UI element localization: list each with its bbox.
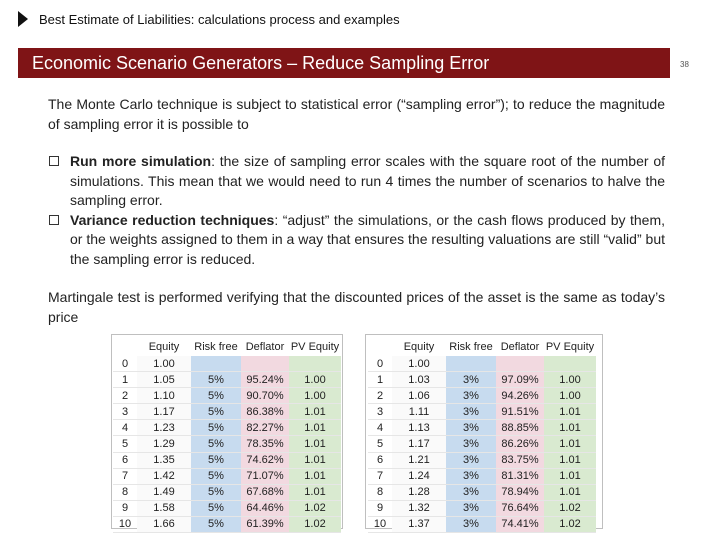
table-cell: 74.62%: [241, 452, 289, 468]
table-cell: 91.51%: [496, 404, 544, 420]
table-row: [368, 516, 596, 532]
table-cell: 1.01: [544, 452, 596, 468]
column-header: Equity: [403, 341, 435, 353]
table-cell: 88.85%: [496, 420, 544, 436]
table-cell: 5%: [191, 468, 241, 484]
checkbox-bullet-icon: [49, 156, 59, 166]
table-cell: 81.31%: [496, 468, 544, 484]
table-row: [113, 388, 341, 404]
table-row: [368, 420, 596, 436]
table-cell: 5%: [191, 404, 241, 420]
table-cell: [289, 356, 341, 372]
table-cell: 1.01: [289, 420, 341, 436]
table-cell: 3%: [446, 500, 496, 516]
bullet-item-more-simulation: [48, 152, 665, 211]
table-cell: 71.07%: [241, 468, 289, 484]
table-row: [113, 420, 341, 436]
table-cell: 1.10: [137, 388, 191, 404]
table-cell: 1.01: [289, 436, 341, 452]
table-cell: [496, 356, 544, 372]
table-cell: 1.17: [392, 436, 446, 452]
table-cell: 1.21: [392, 452, 446, 468]
table-cell: 1.29: [137, 436, 191, 452]
slide-title: Economic Scenario Generators – Reduce Sampling Error: [32, 53, 490, 73]
table-cell: 1.02: [289, 500, 341, 516]
table-cell: 1.02: [544, 516, 596, 532]
year-cell: 10: [368, 516, 392, 532]
scenario-table-3pct: [368, 338, 596, 533]
column-header: [113, 338, 137, 356]
section-title: Best Estimate of Liabilities: calculations process and examples: [39, 12, 400, 27]
table-cell: 1.11: [392, 404, 446, 420]
year-cell: 7: [113, 468, 137, 484]
year-cell: 8: [113, 484, 137, 500]
table-cell: 1.02: [544, 500, 596, 516]
table-cell: 5%: [191, 516, 241, 532]
table-cell: 1.42: [137, 468, 191, 484]
table-row: [368, 388, 596, 404]
table-cell: 1.02: [289, 516, 341, 532]
table-cell: 1.03: [392, 372, 446, 388]
table-header-row: [368, 338, 596, 356]
bullet-term: Run more simulation: [70, 153, 212, 169]
table-row: [368, 452, 596, 468]
table-row: [368, 356, 596, 372]
table-cell: 1.35: [137, 452, 191, 468]
title-banner: [18, 48, 670, 78]
checkbox-bullet-icon: [49, 215, 59, 225]
bullet-text: : the size of sampling error scales with the square root of the number of simulations. This mean that we would need to run 4 times the number of scenarios to halve the sampling error.: [70, 153, 666, 208]
table-cell: 1.37: [392, 516, 446, 532]
table-cell: 1.13: [392, 420, 446, 436]
table-cell: 1.24: [392, 468, 446, 484]
column-header: Risk free: [449, 341, 493, 353]
header-arrow-icon: [18, 11, 28, 27]
table-cell: 78.94%: [496, 484, 544, 500]
intro-paragraph: The Monte Carlo technique is subject to statistical error (“sampling error”); to reduce the magnitude of sampling error it is possible to: [48, 96, 665, 132]
table-cell: 3%: [446, 404, 496, 420]
scenario-table-5pct: [113, 338, 341, 533]
year-cell: 4: [113, 420, 137, 436]
table-row: [113, 452, 341, 468]
table-cell: 5%: [191, 436, 241, 452]
year-cell: 2: [113, 388, 137, 404]
table-cell: 5%: [191, 420, 241, 436]
year-cell: 5: [368, 436, 392, 452]
column-header: PV Equity: [290, 341, 340, 353]
table-cell: 97.09%: [496, 372, 544, 388]
year-cell: 6: [368, 452, 392, 468]
page-number: 38: [680, 60, 689, 69]
table-cell: 78.35%: [241, 436, 289, 452]
table-row: [368, 404, 596, 420]
table-cell: 1.01: [544, 420, 596, 436]
table-cell: 1.00: [137, 356, 191, 372]
table-cell: 3%: [446, 484, 496, 500]
table-cell: [446, 356, 496, 372]
table-cell: [191, 356, 241, 372]
table-cell: 86.26%: [496, 436, 544, 452]
martingale-paragraph: Martingale test is performed verifying that the discounted prices of the asset is the same as today’s price: [48, 289, 665, 325]
column-header: Deflator: [500, 341, 540, 353]
year-cell: 8: [368, 484, 392, 500]
year-cell: 7: [368, 468, 392, 484]
year-cell: 0: [113, 356, 137, 372]
table-cell: 1.01: [544, 436, 596, 452]
table-cell: 3%: [446, 516, 496, 532]
year-cell: 3: [368, 404, 392, 420]
table-cell: 3%: [446, 468, 496, 484]
table-cell: 74.41%: [496, 516, 544, 532]
table-cell: 3%: [446, 388, 496, 404]
bullet-text: : “adjust” the simulations, or the cash flows produced by them, or the weights assigned to them in a way that ensures the resulting valuations are still “valid” but the sampling error is reduced.: [70, 211, 666, 267]
table-cell: 94.26%: [496, 388, 544, 404]
year-cell: 6: [113, 452, 137, 468]
table-row: [368, 372, 596, 388]
bullet-term: Variance reduction techniques: [70, 211, 275, 228]
year-cell: 1: [113, 372, 137, 388]
table-cell: 1.17: [137, 404, 191, 420]
table-header-row: [113, 338, 341, 356]
column-header: Deflator: [245, 341, 285, 353]
table-cell: 1.01: [544, 468, 596, 484]
table-cell: 1.49: [137, 484, 191, 500]
table-cell: 1.32: [392, 500, 446, 516]
year-cell: 9: [113, 500, 137, 516]
table-cell: 1.01: [289, 468, 341, 484]
year-cell: 3: [113, 404, 137, 420]
table-cell: 1.01: [544, 484, 596, 500]
table-row: [113, 436, 341, 452]
table-row: [368, 468, 596, 484]
table-cell: 64.46%: [241, 500, 289, 516]
table-cell: 1.01: [544, 404, 596, 420]
table-cell: 1.06: [392, 388, 446, 404]
table-cell: 5%: [191, 388, 241, 404]
table-cell: 1.58: [137, 500, 191, 516]
year-cell: 1: [368, 372, 392, 388]
table-row: [113, 468, 341, 484]
table-cell: 5%: [191, 372, 241, 388]
table-cell: 1.00: [544, 372, 596, 388]
column-header: Equity: [148, 341, 180, 353]
bullet-list: [48, 152, 665, 269]
table-cell: 90.70%: [241, 388, 289, 404]
table-row: [113, 356, 341, 372]
table-cell: 5%: [191, 452, 241, 468]
table-cell: 3%: [446, 452, 496, 468]
table-row: [368, 484, 596, 500]
table-cell: 1.01: [289, 404, 341, 420]
year-cell: 10: [113, 516, 137, 532]
table-row: [368, 500, 596, 516]
table-cell: [241, 356, 289, 372]
table-cell: 3%: [446, 420, 496, 436]
table-row: [113, 500, 341, 516]
table-cell: 1.66: [137, 516, 191, 532]
table-row: [113, 484, 341, 500]
column-header: PV Equity: [545, 341, 595, 353]
table-cell: [544, 356, 596, 372]
table-cell: 82.27%: [241, 420, 289, 436]
table-cell: 67.68%: [241, 484, 289, 500]
column-header: [368, 338, 392, 356]
table-cell: 1.23: [137, 420, 191, 436]
year-cell: 4: [368, 420, 392, 436]
table-cell: 1.00: [289, 372, 341, 388]
table-cell: 5%: [191, 484, 241, 500]
table-row: [113, 404, 341, 420]
table-cell: 3%: [446, 436, 496, 452]
year-cell: 5: [113, 436, 137, 452]
table-cell: 1.00: [544, 388, 596, 404]
year-cell: 9: [368, 500, 392, 516]
table-cell: 1.00: [289, 388, 341, 404]
year-cell: 0: [368, 356, 392, 372]
table-cell: 3%: [446, 372, 496, 388]
table-row: [113, 372, 341, 388]
table-cell: 1.01: [289, 452, 341, 468]
year-cell: 2: [368, 388, 392, 404]
table-cell: 1.05: [137, 372, 191, 388]
table-row: [113, 516, 341, 532]
table-row: [368, 436, 596, 452]
table-cell: 5%: [191, 500, 241, 516]
table-cell: 1.00: [392, 356, 446, 372]
table-cell: 83.75%: [496, 452, 544, 468]
table-cell: 1.28: [392, 484, 446, 500]
table-cell: 1.01: [289, 484, 341, 500]
table-cell: 86.38%: [241, 404, 289, 420]
table-cell: 95.24%: [241, 372, 289, 388]
bullet-item-variance-reduction: [48, 211, 665, 270]
column-header: Risk free: [194, 341, 238, 353]
table-cell: 61.39%: [241, 516, 289, 532]
table-cell: 76.64%: [496, 500, 544, 516]
